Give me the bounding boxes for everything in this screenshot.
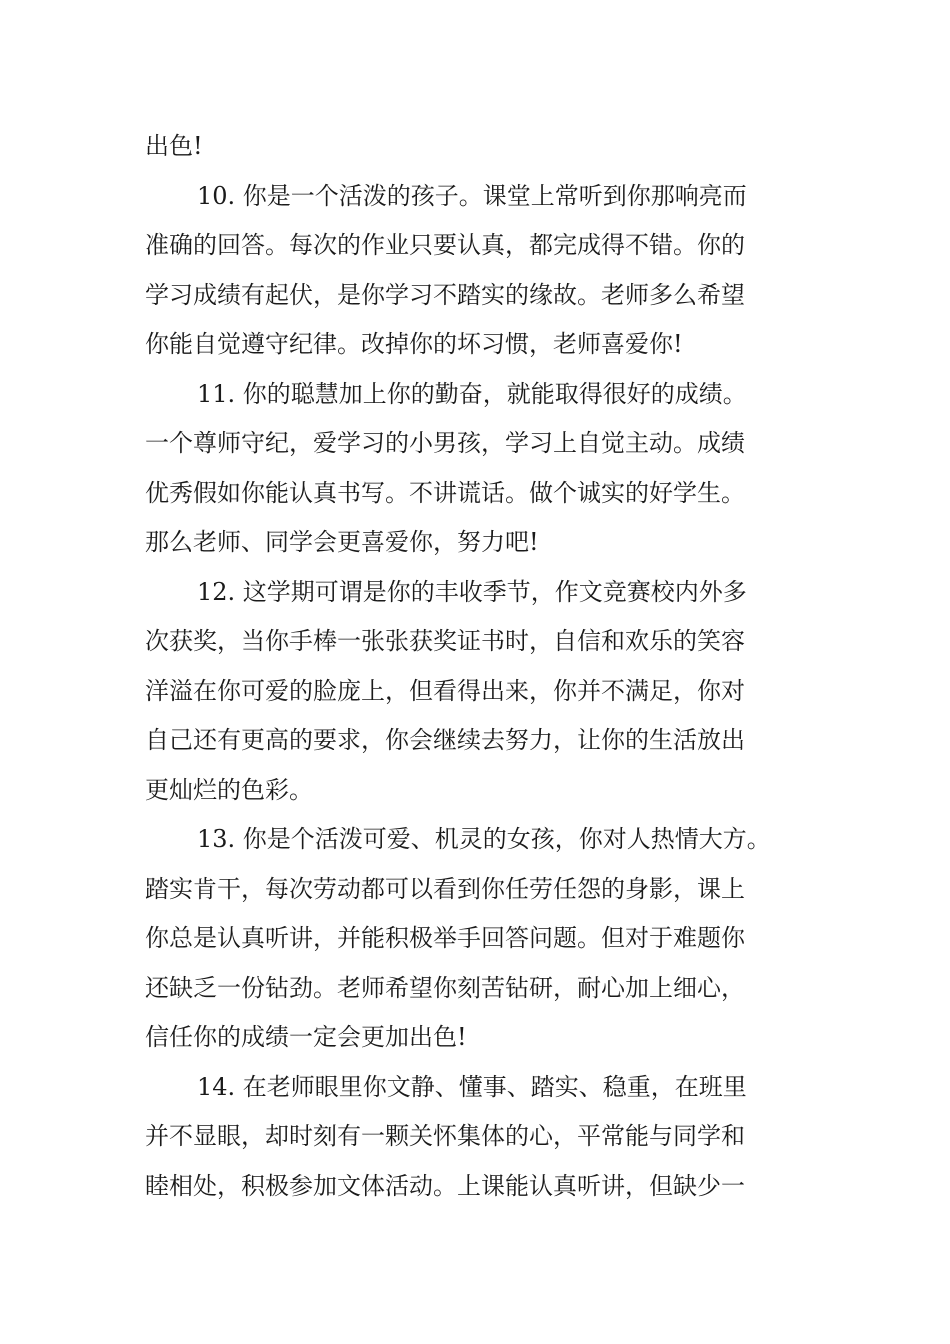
text-line: 还缺乏一份钻劲。老师希望你刻苦钻研，耐心加上细心，: [145, 973, 745, 1002]
paragraph-11-first-line: 11. 你的聪慧加上你的勤奋，就能取得很好的成绩。: [197, 379, 747, 408]
text-line: 你能自觉遵守纪律。改掉你的坏习惯，老师喜爱你!: [145, 330, 683, 358]
text-line: 一个尊师守纪，爱学习的小男孩，学习上自觉主动。成绩: [145, 429, 745, 457]
paragraph-10-first-line: 10. 你是一个活泼的孩子。课堂上常听到你那响亮而: [197, 181, 747, 210]
text-line: 睦相处，积极参加文体活动。上课能认真听讲，但缺少一: [145, 1171, 745, 1200]
paragraph-12-first-line: 12. 这学期可谓是你的丰收季节，作文竞赛校内外多: [197, 577, 747, 606]
text-line: 学习成绩有起伏，是你学习不踏实的缘故。老师多么希望: [145, 280, 745, 309]
text-line: 准确的回答。每次的作业只要认真，都完成得不错。你的: [145, 231, 745, 259]
text-line: 自己还有更高的要求，你会继续去努力，让你的生活放出: [145, 726, 745, 754]
paragraph-13-first-line: 13. 你是个活泼可爱、机灵的女孩，你对人热情大方。: [197, 825, 771, 853]
text-line: 那么老师、同学会更喜爱你，努力吧!: [145, 528, 539, 556]
text-line: 并不显眼，却时刻有一颗关怀集体的心，平常能与同学和: [145, 1122, 745, 1150]
paragraph-14-first-line: 14. 在老师眼里你文静、懂事、踏实、稳重，在班里: [197, 1072, 747, 1101]
text-line: 你总是认真听讲，并能积极举手回答问题。但对于难题你: [145, 924, 745, 952]
text-line: 出色!: [145, 132, 203, 160]
document-body: [145, 122, 817, 1211]
text-line: 信任你的成绩一定会更加出色!: [145, 1023, 467, 1051]
text-line: 更灿烂的色彩。: [145, 775, 313, 804]
text-line: 洋溢在你可爱的脸庞上，但看得出来，你并不满足，你对: [145, 676, 745, 705]
text-line: 踏实肯干，每次劳动都可以看到你任劳任怨的身影，课上: [145, 874, 745, 903]
text-line: 优秀假如你能认真书写。不讲谎话。做个诚实的好学生。: [145, 478, 745, 507]
text-line: 次获奖，当你手棒一张张获奖证书时，自信和欢乐的笑容: [145, 627, 745, 655]
